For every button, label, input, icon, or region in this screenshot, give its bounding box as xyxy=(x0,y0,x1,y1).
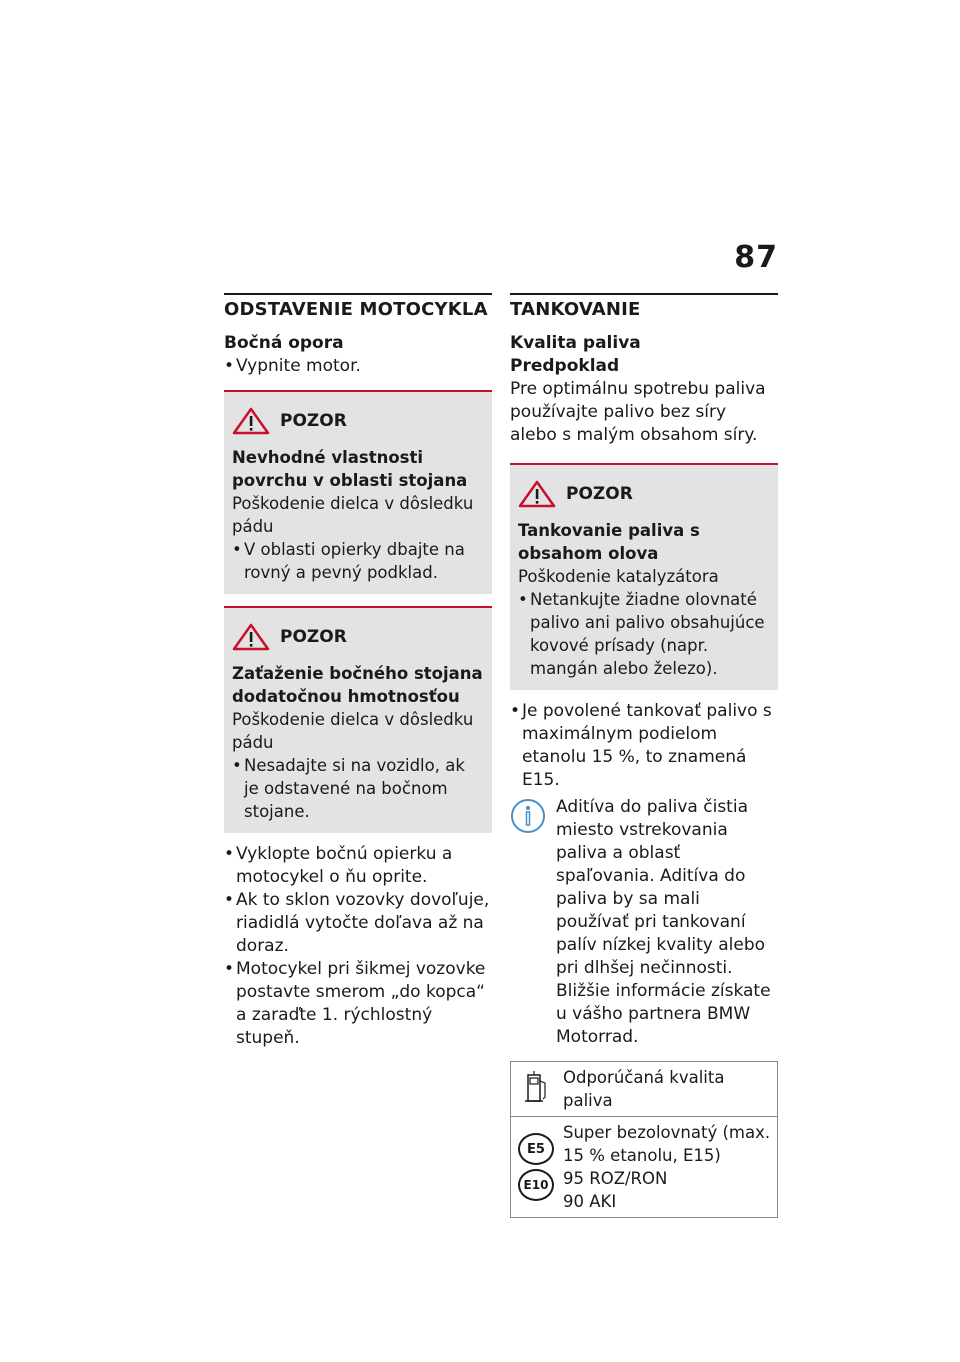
warning-triangle-icon xyxy=(232,407,270,435)
warning-label: POZOR xyxy=(280,411,347,431)
warning-box-load xyxy=(224,606,492,833)
subtitle-prerequisite: Predpoklad xyxy=(510,356,620,376)
warning-title: Nevhodné vlastnosti povrchu v oblasti stojana xyxy=(232,448,468,490)
warning-consequence: Poškodenie dielca v dôsledku pádu xyxy=(232,710,474,752)
bullet-fold-stand: • Vyklopte bočnú opierku a motocykel o ňu oprite. xyxy=(224,843,492,889)
fuel-table-header-row xyxy=(511,1062,777,1117)
intro-text: Pre optimálnu spotrebu paliva používajte palivo bez síry alebo s malým obsahom síry. xyxy=(510,379,766,445)
fuel-table-header: Odporúčaná kvalita paliva xyxy=(563,1068,725,1110)
subtitle-side-stand: Bočná opora xyxy=(224,333,344,353)
warning-box-surface xyxy=(224,390,492,594)
warning-box-lead xyxy=(510,463,778,690)
info-icon xyxy=(510,798,546,834)
warning-action: • Nesadajte si na vozidlo, ak je odstavené na bočnom stojane. xyxy=(232,754,484,823)
info-text: Aditíva do paliva čistia miesto vstrekovania paliva a oblasť spaľovania. Aditíva do paliva by sa mali používať pri tankovaní palív nízkej kvality alebo pri dlhšej nečinnosti. Bližšie informácie získate u vášho partnera BMW Motorrad. xyxy=(556,797,771,1047)
left-column xyxy=(224,293,492,1050)
warning-title: Tankovanie paliva s obsahom olova xyxy=(518,521,700,563)
bullet-handlebar: • Ak to sklon vozovky dovoľuje, riadidlá vytočte doľava až na doraz. xyxy=(224,889,492,958)
bullet-ethanol: • Je povolené tankovať palivo s maximálnym podielom etanolu 15 %, to znamená E15. xyxy=(510,700,778,792)
e5-badge-icon: E5 xyxy=(518,1133,554,1165)
warning-title: Zaťaženie bočného stojana dodatočnou hmotnosťou xyxy=(232,664,483,706)
warning-consequence: Poškodenie dielca v dôsledku pádu xyxy=(232,494,474,536)
warning-consequence: Poškodenie katalyzátora xyxy=(518,567,719,586)
page-number: 87 xyxy=(734,240,778,275)
e10-badge-icon: E10 xyxy=(518,1169,554,1201)
subtitle-fuel-quality: Kvalita paliva xyxy=(510,333,641,353)
bullet-slope: • Motocykel pri šikmej vozovke postavte smerom „do kopca“ a zaraďte 1. rýchlostný stupeň. xyxy=(224,958,492,1050)
warning-action: • Netankujte žiadne olovnaté palivo ani palivo obsahujúce kovové prísady (napr. mangán alebo železo). xyxy=(518,588,770,680)
fuel-aki: 90 AKI xyxy=(563,1192,617,1211)
warning-label: POZOR xyxy=(566,484,633,504)
section-title-parking: ODSTAVENIE MOTOCYKLA xyxy=(224,293,492,320)
warning-triangle-icon xyxy=(232,623,270,651)
warning-action: • V oblasti opierky dbajte na rovný a pevný podklad. xyxy=(232,538,484,584)
warning-label: POZOR xyxy=(280,627,347,647)
fuel-table-value-row xyxy=(511,1117,777,1217)
fuel-ron: 95 ROZ/RON xyxy=(563,1169,668,1188)
warning-triangle-icon xyxy=(518,480,556,508)
fuel-quality-table xyxy=(510,1061,778,1218)
info-note xyxy=(510,796,778,1049)
right-column xyxy=(510,293,778,1218)
bullet-engine-off: • Vypnite motor. xyxy=(224,355,492,378)
fuel-type: Super bezolovnatý (max. 15 % etanolu, E15) xyxy=(563,1123,771,1165)
section-title-refuel: TANKOVANIE xyxy=(510,293,778,320)
fuel-pump-icon xyxy=(521,1069,551,1109)
